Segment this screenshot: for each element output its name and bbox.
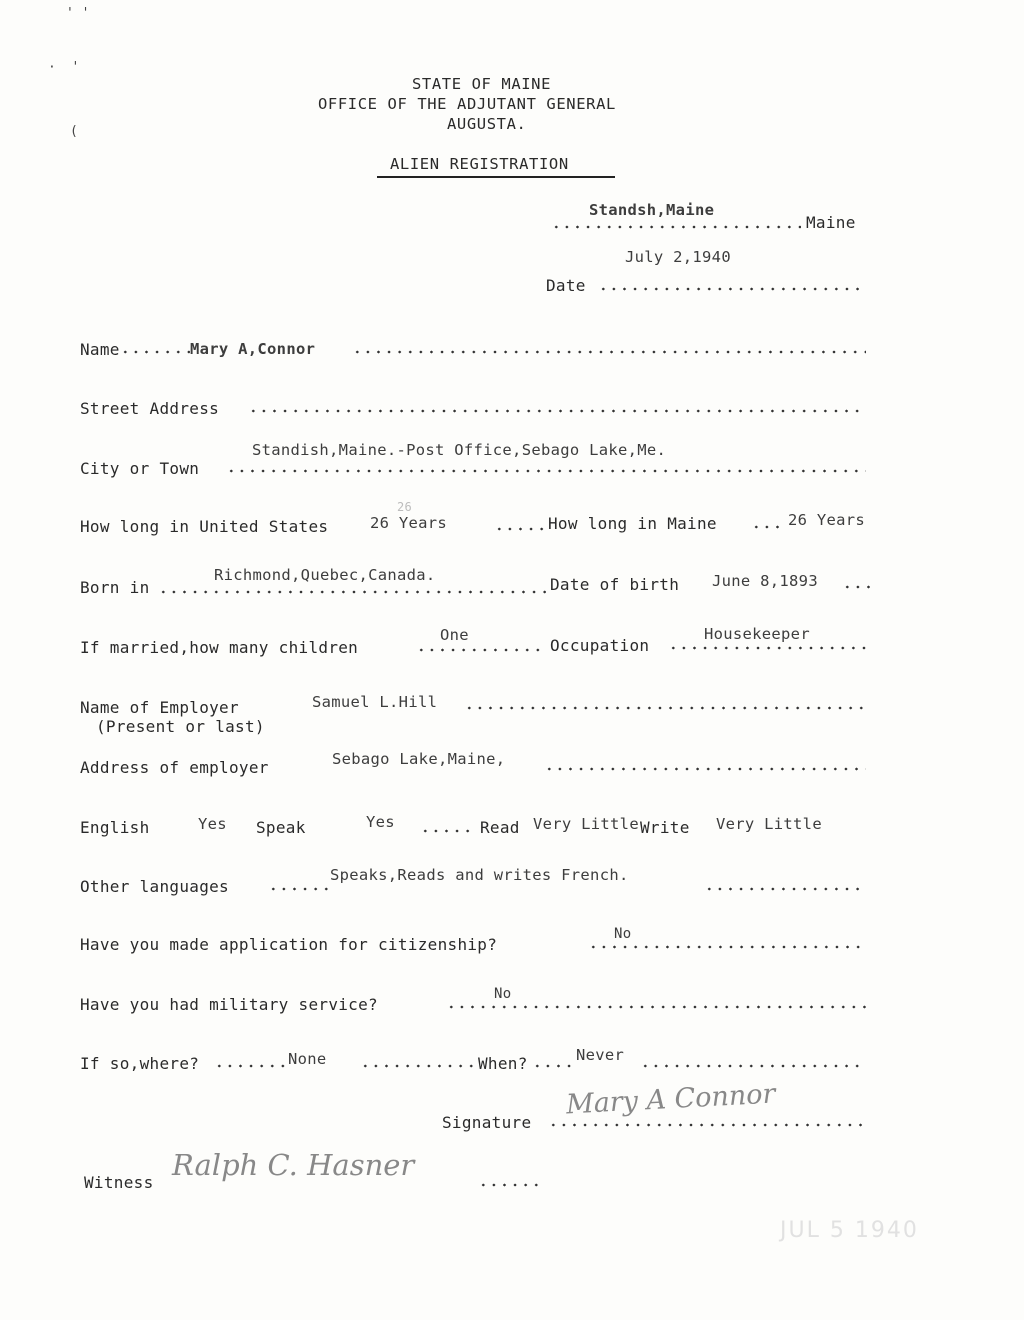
occupation-dots bbox=[668, 646, 868, 650]
other-languages-label: Other languages bbox=[80, 877, 229, 896]
military-dots bbox=[446, 1005, 866, 1009]
born-dots bbox=[158, 590, 546, 594]
header-city: AUGUSTA. bbox=[447, 115, 527, 133]
us-time-dots bbox=[494, 527, 544, 531]
place-value: Standsh,Maine bbox=[589, 201, 715, 219]
when-value: Never bbox=[576, 1046, 625, 1064]
children-dots bbox=[416, 648, 546, 652]
date-dots bbox=[598, 287, 866, 291]
title-underline bbox=[377, 176, 615, 178]
street-label: Street Address bbox=[80, 399, 220, 418]
header-office: OFFICE OF THE ADJUTANT GENERAL bbox=[318, 95, 616, 113]
military-value: No bbox=[494, 986, 512, 1002]
employer-dots bbox=[464, 706, 866, 710]
city-label: City or Town bbox=[80, 459, 200, 478]
place-suffix: Maine bbox=[806, 213, 856, 232]
dob-dots bbox=[842, 585, 870, 589]
witness-handwritten: Ralph C. Hasner bbox=[172, 1148, 415, 1182]
employer-address-value: Sebago Lake,Maine, bbox=[332, 750, 506, 768]
employer-note: (Present or last) bbox=[96, 717, 265, 736]
occupation-value: Housekeeper bbox=[704, 625, 810, 643]
when-dots bbox=[532, 1064, 572, 1068]
me-time-label: How long in Maine bbox=[548, 514, 717, 533]
city-value: Standish,Maine.-Post Office,Sebago Lake,Me. bbox=[252, 441, 667, 459]
us-time-label: How long in United States bbox=[80, 517, 329, 536]
scan-mark: ( bbox=[70, 124, 78, 139]
receipt-stamp: JUL 5 1940 bbox=[780, 1218, 919, 1243]
me-time-value: 26 Years bbox=[788, 511, 866, 529]
speak-dots bbox=[420, 829, 476, 833]
born-label: Born in bbox=[80, 578, 150, 597]
employer-address-label: Address of employer bbox=[80, 758, 269, 777]
english-value: Yes bbox=[198, 815, 227, 833]
other-languages-value: Speaks,Reads and writes French. bbox=[330, 866, 629, 884]
occupation-label: Occupation bbox=[550, 636, 650, 655]
place-dots bbox=[551, 225, 801, 229]
us-time-correction: 26 bbox=[397, 500, 413, 514]
employer-address-dots bbox=[544, 767, 866, 771]
where-dots-tail bbox=[360, 1064, 474, 1068]
citizenship-label: Have you made application for citizenship? bbox=[80, 935, 498, 954]
date-label: Date bbox=[546, 276, 586, 295]
speak-value: Yes bbox=[366, 813, 395, 831]
signature-label: Signature bbox=[442, 1113, 532, 1132]
scan-mark: ' ' bbox=[66, 6, 90, 21]
born-value: Richmond,Quebec,Canada. bbox=[214, 566, 436, 584]
dob-label: Date of birth bbox=[550, 575, 680, 594]
street-dots bbox=[248, 409, 866, 413]
where-label: If so,where? bbox=[80, 1054, 200, 1073]
military-label: Have you had military service? bbox=[80, 995, 378, 1014]
speak-label: Speak bbox=[256, 818, 306, 837]
employer-value: Samuel L.Hill bbox=[312, 693, 438, 711]
children-label: If married,how many children bbox=[80, 638, 359, 657]
dob-value: June 8,1893 bbox=[712, 572, 818, 590]
read-value: Very Little bbox=[533, 815, 639, 833]
me-time-dots bbox=[751, 525, 783, 529]
employer-label: Name of Employer bbox=[80, 698, 239, 717]
when-label: When? bbox=[478, 1054, 528, 1073]
witness-dots bbox=[478, 1183, 544, 1187]
signature-dots bbox=[548, 1123, 866, 1127]
english-label: English bbox=[80, 818, 150, 837]
form-title: ALIEN REGISTRATION bbox=[390, 155, 569, 173]
where-value: None bbox=[288, 1050, 327, 1068]
header-state: STATE OF MAINE bbox=[412, 75, 552, 93]
citizenship-value: No bbox=[614, 926, 632, 942]
where-dots bbox=[214, 1064, 286, 1068]
write-value: Very Little bbox=[716, 815, 822, 833]
signature-handwritten: Mary A Connor bbox=[565, 1078, 777, 1121]
write-label: Write bbox=[640, 818, 690, 837]
when-dots-tail bbox=[640, 1064, 866, 1068]
citizenship-dots bbox=[588, 945, 866, 949]
name-dots-tail bbox=[352, 350, 866, 354]
city-dots bbox=[226, 469, 866, 473]
name-value: Mary A,Connor bbox=[190, 340, 316, 358]
name-dots bbox=[120, 350, 190, 354]
witness-label: Witness bbox=[84, 1173, 154, 1192]
children-value: One bbox=[440, 626, 469, 644]
other-languages-dots-tail bbox=[704, 887, 866, 891]
date-value: July 2,1940 bbox=[625, 248, 731, 266]
scan-mark: · ' bbox=[48, 60, 80, 75]
name-label: Name bbox=[80, 340, 120, 359]
other-languages-dots bbox=[268, 887, 328, 891]
us-time-value: 26 Years bbox=[370, 514, 448, 532]
read-label: Read bbox=[480, 818, 520, 837]
